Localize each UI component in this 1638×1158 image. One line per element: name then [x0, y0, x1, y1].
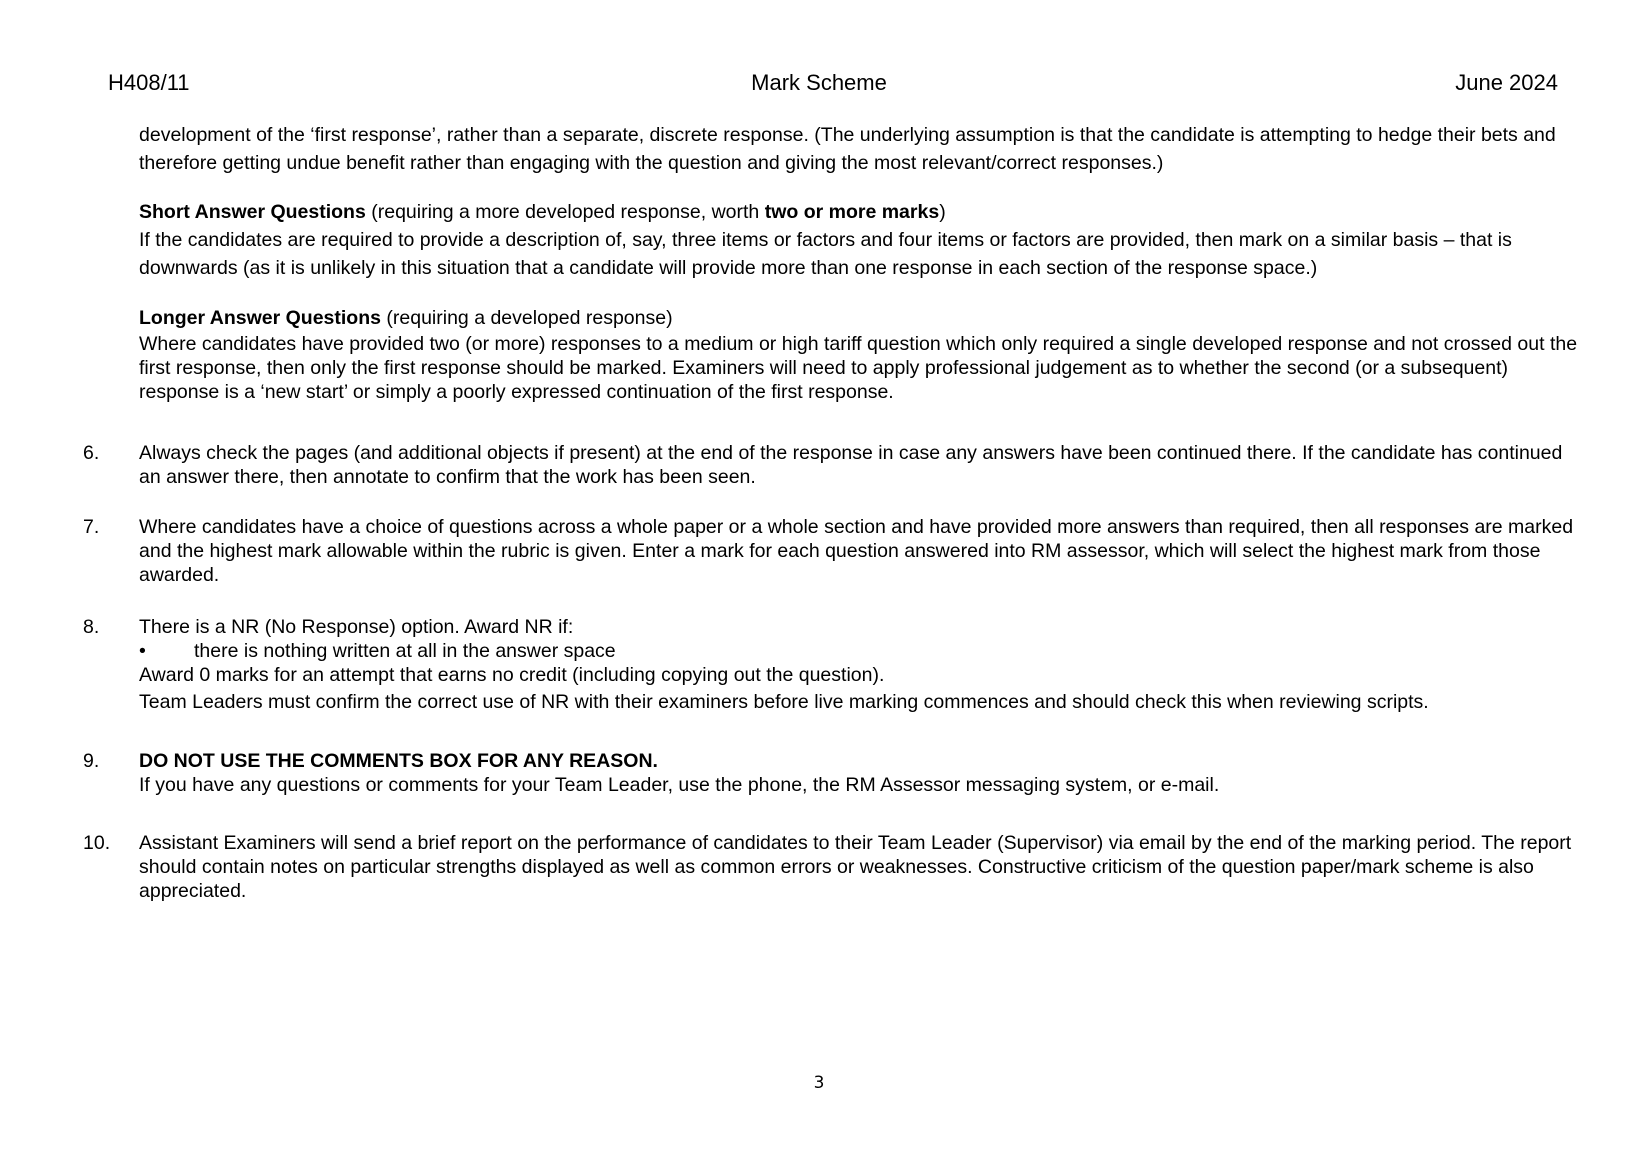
item-9-number: 9.	[83, 750, 100, 772]
item-8-bullet-text: there is nothing written at all in the answer space	[194, 640, 616, 662]
item-8-line1: There is a NR (No Response) option. Award NR if:	[139, 616, 574, 638]
short-answer-heading	[139, 198, 1579, 226]
item-6	[139, 441, 1579, 489]
item-8-number: 8.	[83, 616, 100, 638]
page-number: 3	[813, 1073, 825, 1093]
item-8-line3: Team Leaders must confirm the correct use of NR with their examiners before live marking commences and should check this when reviewing scripts.	[139, 691, 1429, 713]
item-9-heading-bold: DO NOT USE THE COMMENTS BOX FOR ANY REASON.	[139, 750, 658, 772]
item-9-heading	[139, 749, 1579, 773]
item-7-text: Where candidates have a choice of questions across a whole paper or a whole section and have provided more answers than required, then all responses are marked and the highest mark allowable within the rubric is given. Enter a mark for each question answered into RM assessor, which will select the highest mark from those awarded.	[139, 516, 1574, 586]
intro-continuation	[139, 121, 1579, 177]
header-date: June 2024	[1455, 70, 1558, 95]
item-10-text: Assistant Examiners will send a brief report on the performance of candidates to their Team Leader (Supervisor) via email by the end of the marking period. The report should contain notes on particular strengths displayed as well as common errors or weaknesses. Constructive criticism of the question paper/mark scheme is also appreciated.	[139, 832, 1572, 902]
item-10-number: 10.	[83, 832, 111, 854]
longer-answer-heading-bold: Longer Answer Questions	[139, 307, 381, 329]
short-answer-heading-bold: Short Answer Questions	[139, 201, 366, 223]
item-6-text: Always check the pages (and additional objects if present) at the end of the response in case any answers have been continued there. If the candidate has continued an answer there, then annotate to confirm that the work has been seen.	[139, 442, 1563, 488]
item-9-text: If you have any questions or comments for your Team Leader, use the phone, the RM Assessor messaging system, or e-mail.	[139, 774, 1220, 796]
item-8	[139, 615, 1579, 717]
longer-answer-heading-rest: (requiring a developed response)	[380, 307, 673, 329]
short-answer-heading-end: )	[939, 201, 946, 223]
short-answer-text: If the candidates are required to provide a description of, say, three items or factors and four items or factors are provided, then mark on a similar basis – that is downwards (as it is unlikely in this situation that a candidate will provide more than one response in each section of the response space.)	[139, 229, 1512, 279]
longer-answer-heading	[139, 304, 1579, 332]
header-code: H408/11	[108, 70, 190, 95]
item-10	[139, 831, 1579, 903]
short-answer-heading-marks: two or more marks	[764, 201, 940, 223]
bullet-icon: •	[139, 640, 146, 662]
short-answer-heading-mid: (requiring a more developed response, worth	[365, 201, 765, 223]
item-6-number: 6.	[83, 442, 100, 464]
item-9	[139, 749, 1579, 797]
longer-answer-section	[139, 304, 1579, 404]
item-7-number: 7.	[83, 516, 100, 538]
longer-answer-text: Where candidates have provided two (or more) responses to a medium or high tariff question which only required a single developed response and not crossed out the first response, then only the first response should be marked. Examiners will need to apply professional judgement as to whether the second (or a subsequent) response is a ‘new start’ or simply a poorly expressed continuation of the first response.	[139, 333, 1578, 403]
intro-continuation-text: development of the ‘first response’, rather than a separate, discrete response. (The underlying assumption is that the candidate is attempting to hedge their bets and therefore getting undue benefit rather than engaging with the question and giving the most relevant/correct responses.)	[139, 124, 1556, 174]
item-7	[139, 515, 1579, 587]
item-8-line2: Award 0 marks for an attempt that earns no credit (including copying out the question).	[139, 664, 885, 686]
short-answer-section	[139, 198, 1579, 282]
item-8-bullet-row	[139, 639, 1579, 663]
header-title: Mark Scheme	[751, 70, 887, 95]
